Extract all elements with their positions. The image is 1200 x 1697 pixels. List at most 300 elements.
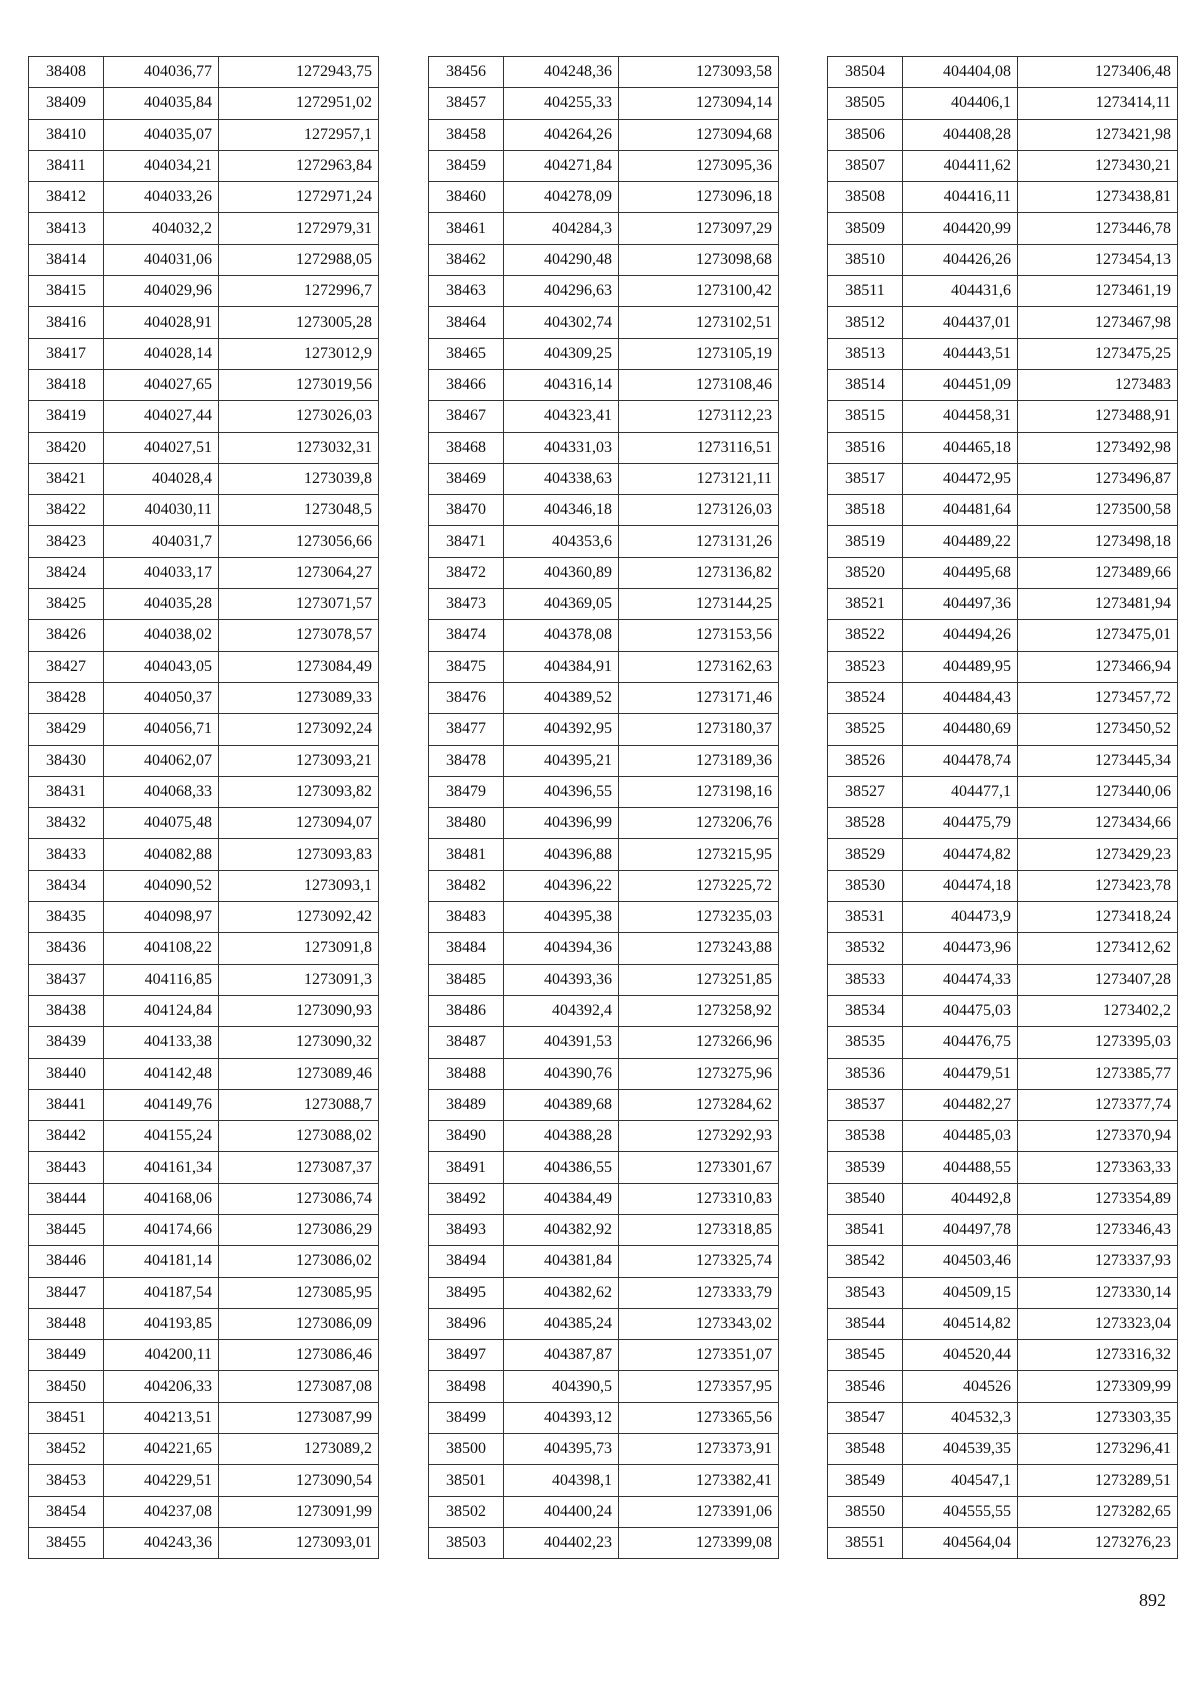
y-coordinate-cell: 1273385,77 [1018,1058,1178,1089]
point-number-cell: 38471 [429,526,504,557]
table-row [828,1058,1178,1089]
x-coordinate-cell: 404031,7 [104,526,219,557]
x-coordinate-cell: 404475,03 [903,995,1018,1026]
table-row [828,1527,1178,1558]
x-coordinate-cell: 404393,12 [504,1402,619,1433]
table-row [29,369,379,400]
x-coordinate-cell: 404029,96 [104,276,219,307]
table-row [828,1152,1178,1183]
table-row [29,557,379,588]
point-number-cell: 38476 [429,682,504,713]
x-coordinate-cell: 404033,17 [104,557,219,588]
table-row [29,1340,379,1371]
x-coordinate-cell: 404386,55 [504,1152,619,1183]
table-row [429,995,779,1026]
table-row [828,682,1178,713]
table-row [429,150,779,181]
x-coordinate-cell: 404400,24 [504,1496,619,1527]
x-coordinate-cell: 404062,07 [104,745,219,776]
x-coordinate-cell: 404384,49 [504,1183,619,1214]
table-row [828,463,1178,494]
table-row [29,902,379,933]
y-coordinate-cell: 1272996,7 [219,276,379,307]
point-number-cell: 38441 [29,1089,104,1120]
point-number-cell: 38514 [828,369,903,400]
x-coordinate-cell: 404481,64 [903,495,1018,526]
x-coordinate-cell: 404492,8 [903,1183,1018,1214]
point-number-cell: 38511 [828,276,903,307]
x-coordinate-cell: 404124,84 [104,995,219,1026]
y-coordinate-cell: 1273093,82 [219,776,379,807]
point-number-cell: 38417 [29,338,104,369]
point-number-cell: 38539 [828,1152,903,1183]
x-coordinate-cell: 404465,18 [903,432,1018,463]
y-coordinate-cell: 1273198,16 [619,776,779,807]
table-row [828,1214,1178,1245]
x-coordinate-cell: 404420,99 [903,213,1018,244]
y-coordinate-cell: 1273089,33 [219,682,379,713]
x-coordinate-cell: 404395,21 [504,745,619,776]
x-coordinate-cell: 404346,18 [504,495,619,526]
y-coordinate-cell: 1273087,37 [219,1152,379,1183]
y-coordinate-cell: 1273088,02 [219,1121,379,1152]
y-coordinate-cell: 1273093,1 [219,870,379,901]
point-number-cell: 38522 [828,620,903,651]
x-coordinate-cell: 404075,48 [104,808,219,839]
table-row [429,682,779,713]
y-coordinate-cell: 1273064,27 [219,557,379,588]
point-number-cell: 38506 [828,119,903,150]
x-coordinate-cell: 404474,82 [903,839,1018,870]
table-row [828,933,1178,964]
y-coordinate-cell: 1273457,72 [1018,682,1178,713]
point-number-cell: 38453 [29,1465,104,1496]
point-number-cell: 38505 [828,88,903,119]
table-row [828,1277,1178,1308]
x-coordinate-cell: 404248,36 [504,57,619,88]
point-number-cell: 38409 [29,88,104,119]
y-coordinate-cell: 1273337,93 [1018,1246,1178,1277]
table-row [429,1371,779,1402]
table-row [828,1246,1178,1277]
table-row [429,651,779,682]
table-row [29,307,379,338]
y-coordinate-cell: 1273086,02 [219,1246,379,1277]
x-coordinate-cell: 404443,51 [903,338,1018,369]
point-number-cell: 38512 [828,307,903,338]
y-coordinate-cell: 1273092,42 [219,902,379,933]
x-coordinate-cell: 404394,36 [504,933,619,964]
y-coordinate-cell: 1273454,13 [1018,244,1178,275]
point-number-cell: 38491 [429,1152,504,1183]
x-coordinate-cell: 404520,44 [903,1340,1018,1371]
x-coordinate-cell: 404495,68 [903,557,1018,588]
y-coordinate-cell: 1272971,24 [219,182,379,213]
x-coordinate-cell: 404090,52 [104,870,219,901]
y-coordinate-cell: 1273475,01 [1018,620,1178,651]
point-number-cell: 38434 [29,870,104,901]
y-coordinate-cell: 1272951,02 [219,88,379,119]
table-row [828,1340,1178,1371]
table-row [29,1371,379,1402]
table-row [828,1434,1178,1465]
x-coordinate-cell: 404213,51 [104,1402,219,1433]
point-number-cell: 38534 [828,995,903,1026]
y-coordinate-cell: 1273116,51 [619,432,779,463]
y-coordinate-cell: 1273092,24 [219,714,379,745]
y-coordinate-cell: 1273078,57 [219,620,379,651]
table-row [828,808,1178,839]
point-number-cell: 38437 [29,964,104,995]
point-number-cell: 38444 [29,1183,104,1214]
point-number-cell: 38475 [429,651,504,682]
coordinate-table-2 [428,56,779,1559]
table-row [429,839,779,870]
x-coordinate-cell: 404431,6 [903,276,1018,307]
table-row [29,1121,379,1152]
point-number-cell: 38490 [429,1121,504,1152]
table-row [29,1246,379,1277]
x-coordinate-cell: 404174,66 [104,1214,219,1245]
y-coordinate-cell: 1273087,99 [219,1402,379,1433]
y-coordinate-cell: 1273438,81 [1018,182,1178,213]
table-row [828,1183,1178,1214]
point-number-cell: 38428 [29,682,104,713]
x-coordinate-cell: 404484,43 [903,682,1018,713]
point-number-cell: 38467 [429,401,504,432]
x-coordinate-cell: 404477,1 [903,776,1018,807]
x-coordinate-cell: 404402,23 [504,1527,619,1558]
table-row [29,1089,379,1120]
x-coordinate-cell: 404050,37 [104,682,219,713]
table-row [429,1089,779,1120]
y-coordinate-cell: 1273343,02 [619,1308,779,1339]
point-number-cell: 38536 [828,1058,903,1089]
point-number-cell: 38423 [29,526,104,557]
x-coordinate-cell: 404290,48 [504,244,619,275]
y-coordinate-cell: 1273377,74 [1018,1089,1178,1120]
x-coordinate-cell: 404388,28 [504,1121,619,1152]
y-coordinate-cell: 1273275,96 [619,1058,779,1089]
y-coordinate-cell: 1273112,23 [619,401,779,432]
y-coordinate-cell: 1273026,03 [219,401,379,432]
x-coordinate-cell: 404396,88 [504,839,619,870]
x-coordinate-cell: 404382,62 [504,1277,619,1308]
x-coordinate-cell: 404035,28 [104,589,219,620]
x-coordinate-cell: 404271,84 [504,150,619,181]
point-number-cell: 38540 [828,1183,903,1214]
table-row [429,1152,779,1183]
y-coordinate-cell: 1273206,76 [619,808,779,839]
y-coordinate-cell: 1273466,94 [1018,651,1178,682]
y-coordinate-cell: 1273365,56 [619,1402,779,1433]
table-row [429,1308,779,1339]
y-coordinate-cell: 1273373,91 [619,1434,779,1465]
x-coordinate-cell: 404316,14 [504,369,619,400]
table-row [429,1465,779,1496]
y-coordinate-cell: 1273266,96 [619,1027,779,1058]
y-coordinate-cell: 1273258,92 [619,995,779,1026]
point-number-cell: 38510 [828,244,903,275]
y-coordinate-cell: 1273056,66 [219,526,379,557]
y-coordinate-cell: 1272943,75 [219,57,379,88]
y-coordinate-cell: 1273108,46 [619,369,779,400]
point-number-cell: 38420 [29,432,104,463]
x-coordinate-cell: 404360,89 [504,557,619,588]
point-number-cell: 38422 [29,495,104,526]
table-row [29,495,379,526]
x-coordinate-cell: 404384,91 [504,651,619,682]
point-number-cell: 38483 [429,902,504,933]
x-coordinate-cell: 404479,51 [903,1058,1018,1089]
y-coordinate-cell: 1273102,51 [619,307,779,338]
x-coordinate-cell: 404032,2 [104,213,219,244]
x-coordinate-cell: 404547,1 [903,1465,1018,1496]
x-coordinate-cell: 404168,06 [104,1183,219,1214]
y-coordinate-cell: 1272957,1 [219,119,379,150]
point-number-cell: 38438 [29,995,104,1026]
point-number-cell: 38493 [429,1214,504,1245]
table-row [429,1434,779,1465]
table-row [828,1465,1178,1496]
y-coordinate-cell: 1273500,58 [1018,495,1178,526]
point-number-cell: 38456 [429,57,504,88]
y-coordinate-cell: 1273089,46 [219,1058,379,1089]
x-coordinate-cell: 404395,73 [504,1434,619,1465]
y-coordinate-cell: 1273087,08 [219,1371,379,1402]
x-coordinate-cell: 404480,69 [903,714,1018,745]
table-row [429,463,779,494]
point-number-cell: 38486 [429,995,504,1026]
point-number-cell: 38408 [29,57,104,88]
point-number-cell: 38535 [828,1027,903,1058]
x-coordinate-cell: 404035,84 [104,88,219,119]
table-row [29,276,379,307]
x-coordinate-cell: 404284,3 [504,213,619,244]
table-row [29,839,379,870]
y-coordinate-cell: 1273086,29 [219,1214,379,1245]
point-number-cell: 38472 [429,557,504,588]
x-coordinate-cell: 404555,55 [903,1496,1018,1527]
table-row [429,432,779,463]
x-coordinate-cell: 404482,27 [903,1089,1018,1120]
table-row [828,1121,1178,1152]
point-number-cell: 38549 [828,1465,903,1496]
x-coordinate-cell: 404043,05 [104,651,219,682]
x-coordinate-cell: 404474,33 [903,964,1018,995]
point-number-cell: 38529 [828,839,903,870]
x-coordinate-cell: 404155,24 [104,1121,219,1152]
table-row [828,745,1178,776]
y-coordinate-cell: 1273323,04 [1018,1308,1178,1339]
x-coordinate-cell: 404489,95 [903,651,1018,682]
table-row [29,1152,379,1183]
x-coordinate-cell: 404473,9 [903,902,1018,933]
table-row [828,651,1178,682]
x-coordinate-cell: 404161,34 [104,1152,219,1183]
point-number-cell: 38416 [29,307,104,338]
x-coordinate-cell: 404392,95 [504,714,619,745]
y-coordinate-cell: 1273094,14 [619,88,779,119]
point-number-cell: 38424 [29,557,104,588]
y-coordinate-cell: 1273180,37 [619,714,779,745]
x-coordinate-cell: 404503,46 [903,1246,1018,1277]
y-coordinate-cell: 1273289,51 [1018,1465,1178,1496]
x-coordinate-cell: 404237,08 [104,1496,219,1527]
x-coordinate-cell: 404539,35 [903,1434,1018,1465]
point-number-cell: 38501 [429,1465,504,1496]
y-coordinate-cell: 1273090,54 [219,1465,379,1496]
table-row [29,1434,379,1465]
point-number-cell: 38504 [828,57,903,88]
x-coordinate-cell: 404034,21 [104,150,219,181]
x-coordinate-cell: 404390,76 [504,1058,619,1089]
point-number-cell: 38430 [29,745,104,776]
y-coordinate-cell: 1273012,9 [219,338,379,369]
y-coordinate-cell: 1273091,8 [219,933,379,964]
table-row [429,933,779,964]
x-coordinate-cell: 404221,65 [104,1434,219,1465]
x-coordinate-cell: 404478,74 [903,745,1018,776]
y-coordinate-cell: 1273032,31 [219,432,379,463]
point-number-cell: 38415 [29,276,104,307]
y-coordinate-cell: 1273483 [1018,369,1178,400]
point-number-cell: 38496 [429,1308,504,1339]
table-row [429,119,779,150]
x-coordinate-cell: 404497,78 [903,1214,1018,1245]
table-row [29,1058,379,1089]
y-coordinate-cell: 1273215,95 [619,839,779,870]
y-coordinate-cell: 1273440,06 [1018,776,1178,807]
y-coordinate-cell: 1273325,74 [619,1246,779,1277]
point-number-cell: 38494 [429,1246,504,1277]
table-row [429,1183,779,1214]
x-coordinate-cell: 404035,07 [104,119,219,150]
x-coordinate-cell: 404108,22 [104,933,219,964]
point-number-cell: 38450 [29,1371,104,1402]
y-coordinate-cell: 1273095,36 [619,150,779,181]
table-row [29,714,379,745]
y-coordinate-cell: 1273094,07 [219,808,379,839]
y-coordinate-cell: 1273423,78 [1018,870,1178,901]
table-row [828,307,1178,338]
point-number-cell: 38484 [429,933,504,964]
y-coordinate-cell: 1273084,49 [219,651,379,682]
table-row [828,589,1178,620]
table-row [29,1308,379,1339]
point-number-cell: 38464 [429,307,504,338]
point-number-cell: 38527 [828,776,903,807]
table-row [29,213,379,244]
y-coordinate-cell: 1273475,25 [1018,338,1178,369]
x-coordinate-cell: 404309,25 [504,338,619,369]
y-coordinate-cell: 1273090,32 [219,1027,379,1058]
y-coordinate-cell: 1273171,46 [619,682,779,713]
x-coordinate-cell: 404474,18 [903,870,1018,901]
point-number-cell: 38480 [429,808,504,839]
point-number-cell: 38520 [828,557,903,588]
point-number-cell: 38466 [429,369,504,400]
table-row [828,57,1178,88]
y-coordinate-cell: 1273284,62 [619,1089,779,1120]
point-number-cell: 38516 [828,432,903,463]
y-coordinate-cell: 1273091,99 [219,1496,379,1527]
page-number: 892 [1139,1590,1166,1610]
point-number-cell: 38544 [828,1308,903,1339]
table-row [828,870,1178,901]
x-coordinate-cell: 404142,48 [104,1058,219,1089]
table-row [429,401,779,432]
y-coordinate-cell: 1273418,24 [1018,902,1178,933]
point-number-cell: 38418 [29,369,104,400]
point-number-cell: 38479 [429,776,504,807]
point-number-cell: 38463 [429,276,504,307]
x-coordinate-cell: 404396,22 [504,870,619,901]
x-coordinate-cell: 404378,08 [504,620,619,651]
y-coordinate-cell: 1273370,94 [1018,1121,1178,1152]
table-row [29,1402,379,1433]
table-row [29,338,379,369]
x-coordinate-cell: 404385,24 [504,1308,619,1339]
y-coordinate-cell: 1273105,19 [619,338,779,369]
y-coordinate-cell: 1273351,07 [619,1340,779,1371]
point-number-cell: 38460 [429,182,504,213]
x-coordinate-cell: 404389,68 [504,1089,619,1120]
y-coordinate-cell: 1273005,28 [219,307,379,338]
x-coordinate-cell: 404036,77 [104,57,219,88]
y-coordinate-cell: 1273429,23 [1018,839,1178,870]
x-coordinate-cell: 404323,41 [504,401,619,432]
x-coordinate-cell: 404451,09 [903,369,1018,400]
y-coordinate-cell: 1273251,85 [619,964,779,995]
x-coordinate-cell: 404395,38 [504,902,619,933]
point-number-cell: 38550 [828,1496,903,1527]
x-coordinate-cell: 404437,01 [903,307,1018,338]
point-number-cell: 38440 [29,1058,104,1089]
x-coordinate-cell: 404229,51 [104,1465,219,1496]
x-coordinate-cell: 404369,05 [504,589,619,620]
table-row [429,369,779,400]
point-number-cell: 38542 [828,1246,903,1277]
x-coordinate-cell: 404416,11 [903,182,1018,213]
x-coordinate-cell: 404030,11 [104,495,219,526]
x-coordinate-cell: 404489,22 [903,526,1018,557]
y-coordinate-cell: 1273421,98 [1018,119,1178,150]
point-number-cell: 38443 [29,1152,104,1183]
table-row [29,1527,379,1558]
table-row [828,495,1178,526]
point-number-cell: 38448 [29,1308,104,1339]
x-coordinate-cell: 404426,26 [903,244,1018,275]
coordinate-table-1 [28,56,379,1559]
y-coordinate-cell: 1273402,2 [1018,995,1178,1026]
table-row [429,182,779,213]
point-number-cell: 38412 [29,182,104,213]
table-row [828,1027,1178,1058]
x-coordinate-cell: 404028,4 [104,463,219,494]
x-coordinate-cell: 404392,4 [504,995,619,1026]
table-row [429,1214,779,1245]
y-coordinate-cell: 1273498,18 [1018,526,1178,557]
table-row [429,244,779,275]
y-coordinate-cell: 1273330,14 [1018,1277,1178,1308]
point-number-cell: 38459 [429,150,504,181]
table-row [429,338,779,369]
table-row [828,1308,1178,1339]
y-coordinate-cell: 1273100,42 [619,276,779,307]
table-row [828,88,1178,119]
point-number-cell: 38429 [29,714,104,745]
